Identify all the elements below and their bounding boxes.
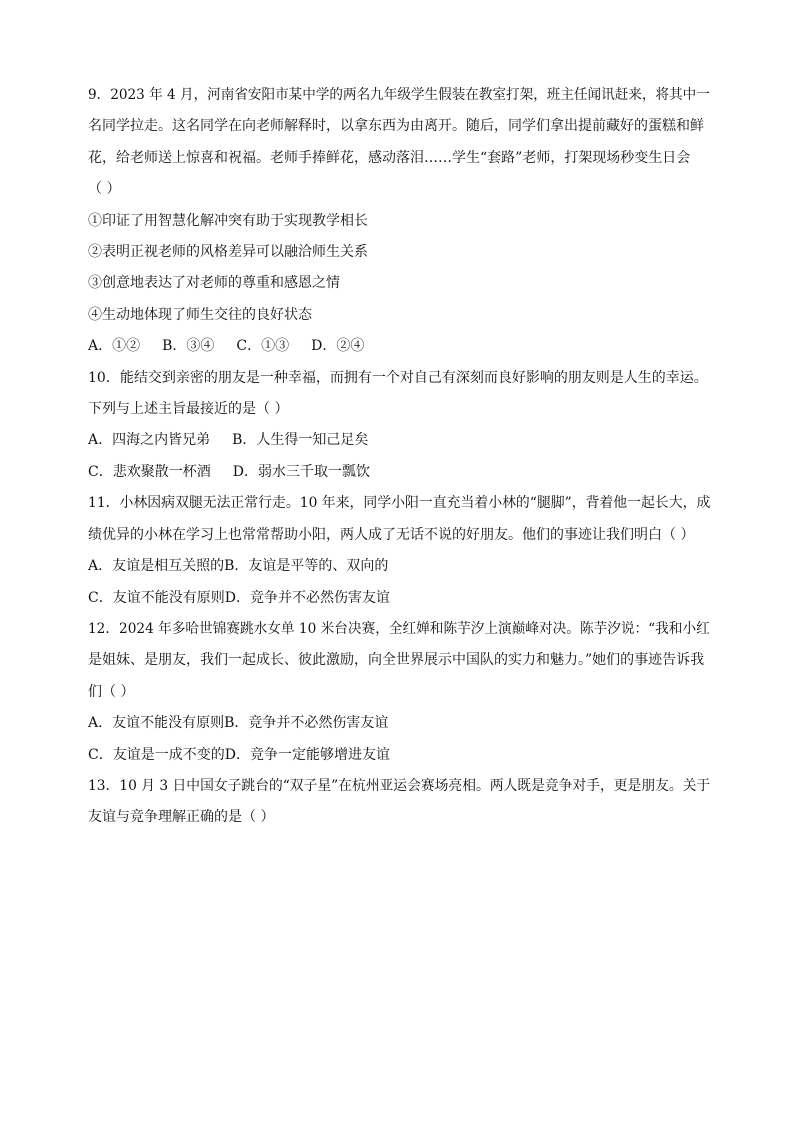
- question-9-statement-2: ②表明正视老师的风格差异可以融洽师生关系: [88, 244, 368, 261]
- question-10-option-c: C．悲欢聚散一杯酒: [88, 463, 211, 480]
- question-10-option-a: A．四海之内皆兄弟: [88, 432, 211, 449]
- question-10-option-d: D．弱水三千取一瓢饮: [232, 463, 370, 480]
- question-9-options: [88, 331, 710, 362]
- question-9-statement-1: ①印证了用智慧化解冲突有助于实现教学相长: [88, 212, 368, 229]
- question-9-line-4: （ ）: [88, 181, 121, 198]
- question-10-options-row-1: [88, 425, 710, 456]
- question-12-line-2: 是姐妹、是朋友，我们一起成长、彼此激励，向全世界展示中国队的实力和魅力。”她们的事迹告诉我: [88, 652, 705, 669]
- question-9-line-2: 名同学拉走。这名同学在向老师解释时，以拿东西为由离开。随后，同学们拿出提前藏好的蛋糕和鲜: [88, 118, 704, 135]
- question-13-line-2: 友谊与竞争理解正确的是（ ）: [88, 809, 275, 826]
- question-11-option-c: C．友谊不能没有原则: [88, 589, 225, 606]
- question-12-options-row-2: [88, 740, 710, 771]
- question-12-line-3: 们（ ）: [88, 683, 135, 700]
- exam-page: [88, 80, 710, 834]
- question-12: [88, 614, 710, 771]
- question-13-line-1: 13．10 月 3 日中国女子跳台的“双子星”在杭州亚运会赛场亮相。两人既是竞争对手，更是朋友。关于: [88, 777, 711, 794]
- question-9-option-b: B．③④: [162, 338, 215, 355]
- question-12-option-c: C．友谊是一成不变的: [88, 746, 225, 763]
- question-11-option-a: A．友谊是相互关照的: [88, 558, 225, 575]
- question-9-line-1: 9．2023 年 4 月，河南省安阳市某中学的两名九年级学生假装在教室打架，班主任闻讯赶来，将其中一: [88, 87, 710, 103]
- question-10: [88, 363, 710, 489]
- question-12-option-b: B．竞争并不必然伤害友谊: [224, 715, 389, 732]
- question-11-options-row-2: [88, 583, 710, 614]
- question-9: [88, 80, 710, 363]
- question-12-options-row-1: [88, 708, 710, 739]
- question-9-option-c: C．①③: [236, 338, 290, 355]
- question-9-option-d: D．②④: [311, 338, 365, 355]
- question-9-line-3: 花，给老师送上惊喜和祝福。老师手捧鲜花，感动落泪……学生“套路”老师，打架现场秒变生日会: [88, 149, 691, 166]
- question-10-line-1: 10．能结交到亲密的朋友是一种幸福，而拥有一个对自己有深刻而良好影响的朋友则是人生的幸运。: [88, 369, 708, 386]
- question-11-option-d: D．竞争并不必然伤害友谊: [224, 589, 390, 606]
- question-13: [88, 771, 710, 834]
- question-12-option-a: A．友谊不能没有原则: [88, 715, 225, 732]
- question-11-option-b: B．友谊是平等的、双向的: [224, 558, 389, 575]
- question-12-option-d: D．竞争一定能够增进友谊: [224, 746, 390, 763]
- question-12-line-1: 12．2024 年多哈世锦赛跳水女单 10 米台决赛，全红婵和陈芋汐上演巅峰对决。陈芋汐说：“我和小红: [88, 620, 710, 637]
- question-9-statement-3: ③创意地表达了对老师的尊重和感恩之情: [88, 275, 340, 292]
- question-11-options-row-1: [88, 551, 710, 582]
- question-11-line-1: 11．小林因病双腿无法正常行走。10 年来，同学小阳一直充当着小林的“腿脚”，背着他一起长大，成: [88, 495, 711, 512]
- question-9-statement-4: ④生动地体现了师生交往的良好状态: [88, 306, 312, 323]
- question-10-line-2: 下列与上述主旨最接近的是（ ）: [88, 401, 289, 418]
- question-10-options-row-2: [88, 457, 710, 488]
- question-10-option-b: B．人生得一知己足矣: [232, 432, 369, 449]
- question-11-line-2: 绩优异的小林在学习上也常常帮助小阳，两人成了无话不说的好朋友。他们的事迹让我们明白（ ）: [88, 526, 695, 543]
- question-11: [88, 488, 710, 614]
- question-9-option-a: A．①②: [88, 338, 141, 355]
